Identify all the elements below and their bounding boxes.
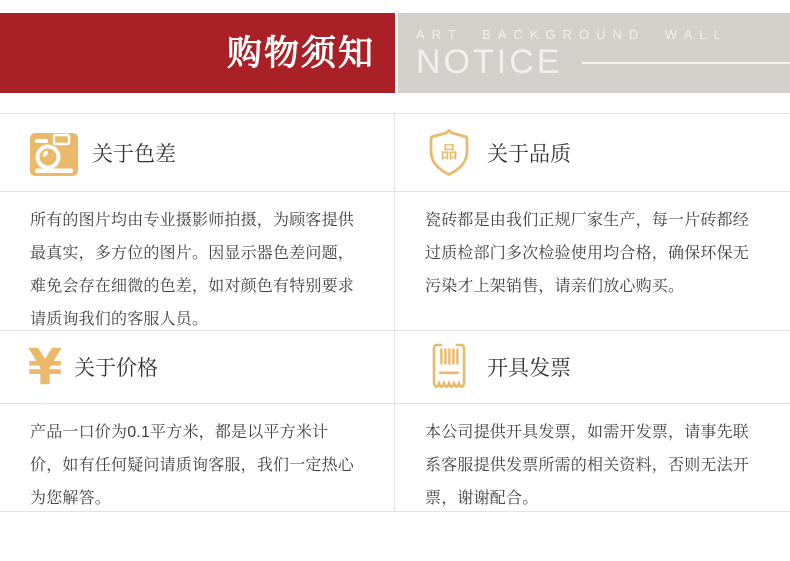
shield-icon xyxy=(425,128,473,178)
section-title: 关于色差 xyxy=(92,142,176,166)
section-header-price xyxy=(0,331,395,404)
notice-grid xyxy=(0,113,790,512)
section-body-invoice xyxy=(395,404,790,512)
section-title: 关于价格 xyxy=(74,357,158,380)
section-header-color-difference xyxy=(0,114,395,192)
section-body-color-difference xyxy=(0,192,395,331)
banner-notice-label: NOTICE xyxy=(416,43,563,81)
yen-icon: ¥ xyxy=(27,338,63,396)
section-body-text: 瓷砖都是由我们正规厂家生产，每一片砖都经过质检部门多次检验使用均合格，确保环保无污染才上架销售，请亲们放心购买。 xyxy=(425,212,750,295)
section-body-text: 产品一口价为0.1平方米，都是以平方米计价，如有任何疑问请质询客服，我们一定热心为您解答。 xyxy=(30,424,355,507)
page-title: 购物须知 xyxy=(226,33,375,73)
decorative-line xyxy=(582,62,790,64)
section-body-text: 所有的图片均由专业摄影师拍摄，为顾客提供最真实，多方位的图片。因显示器色差问题，难免会存在细微的色差，如对颜色有特别要求请质询我们的客服人员。 xyxy=(30,212,355,328)
section-header-invoice xyxy=(395,331,790,404)
banner-title-block xyxy=(0,13,395,93)
banner-notice-row xyxy=(416,45,790,81)
banner-subtitle-en: ART BACKGROUND WALL xyxy=(416,27,728,42)
section-title: 关于品质 xyxy=(487,142,571,166)
section-body-quality xyxy=(395,192,790,331)
section-header-quality xyxy=(395,114,790,192)
banner-subtitle-block xyxy=(398,13,790,93)
camera-icon xyxy=(30,130,78,176)
section-body-text: 本公司提供开具发票，如需开发票，请事先联系客服提供发票所需的相关资料，否则无法开票，谢谢配合。 xyxy=(425,424,750,507)
section-title: 开具发票 xyxy=(487,357,571,380)
receipt-icon xyxy=(425,340,473,394)
section-body-price xyxy=(0,404,395,512)
svg-text:品: 品 xyxy=(440,142,458,162)
